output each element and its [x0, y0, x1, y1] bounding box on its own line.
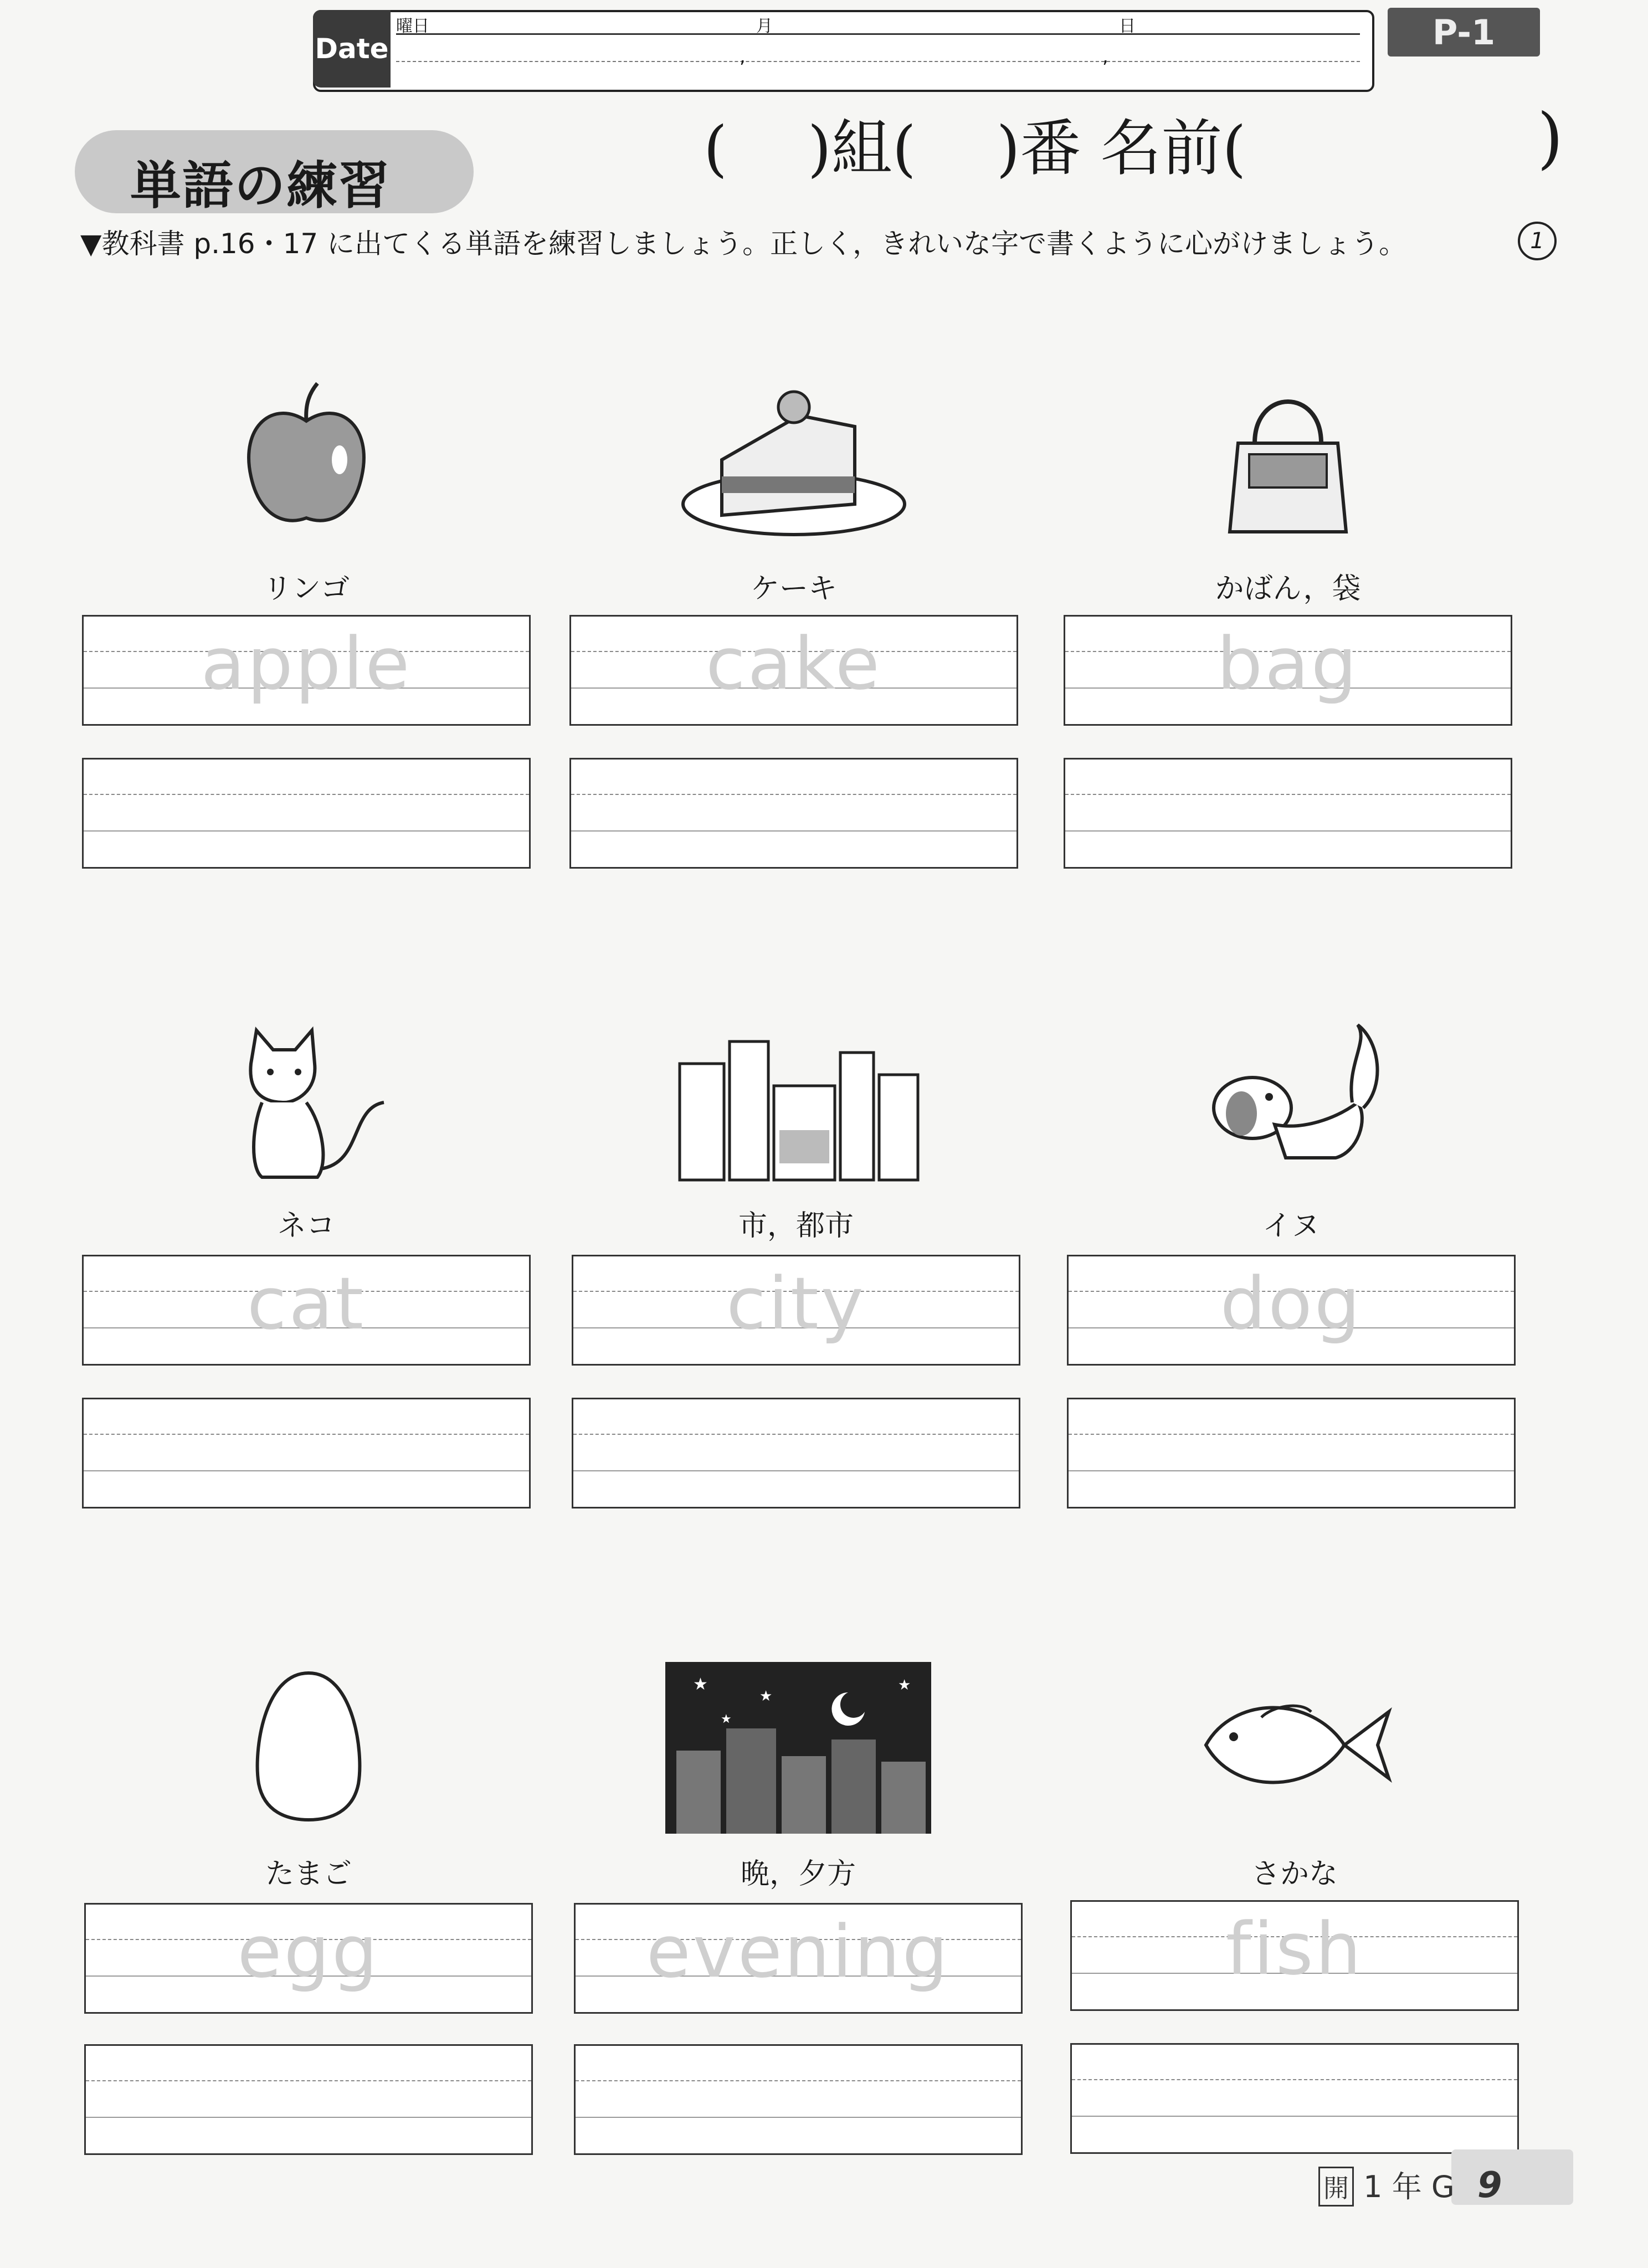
writing-box-evening[interactable]: [574, 2044, 1023, 2155]
circled-number: 1: [1518, 222, 1557, 260]
city-icon: [572, 1019, 1020, 1202]
date-label: Date: [313, 10, 391, 88]
writing-box-dog[interactable]: [1067, 1398, 1516, 1508]
writing-box-egg[interactable]: [84, 2044, 533, 2155]
trace-word-bag: bag: [1216, 622, 1359, 706]
trace-box-dog[interactable]: [1067, 1255, 1516, 1366]
trace-box-apple[interactable]: [82, 615, 531, 726]
egg-icon: [84, 1662, 533, 1845]
footer: [1318, 2163, 1502, 2207]
name-close: ): [1537, 100, 1563, 177]
trace-word-dog: dog: [1220, 1261, 1363, 1346]
trace-word-city: city: [726, 1261, 866, 1346]
writing-box-apple[interactable]: [82, 758, 531, 869]
writing-box-cat[interactable]: [82, 1398, 531, 1508]
trace-box-bag[interactable]: [1064, 615, 1512, 726]
trace-word-apple: apple: [201, 622, 412, 706]
trace-word-cat: cat: [247, 1261, 366, 1346]
trace-box-cake[interactable]: [569, 615, 1018, 726]
date-comma-1: ,: [740, 45, 746, 68]
evening-icon: [574, 1662, 1023, 1845]
name-line: ( )組( )番 名前(: [704, 113, 1246, 184]
trace-word-fish: fish: [1225, 1907, 1363, 1991]
writing-box-cake[interactable]: [569, 758, 1018, 869]
svg-text:★: ★: [721, 1712, 732, 1726]
month-label: 月: [756, 17, 773, 36]
page-title: 単語の練習: [130, 156, 391, 215]
word-jp-cake: ケーキ: [750, 572, 837, 606]
svg-text:★: ★: [898, 1677, 911, 1694]
word-jp-evening: 晩，夕方: [740, 1857, 856, 1891]
trace-word-egg: egg: [237, 1910, 380, 1994]
word-jp-cat: ネコ: [277, 1209, 335, 1243]
word-jp-bag: かばん，袋: [1215, 572, 1361, 606]
date-comma-2: ,: [1102, 45, 1108, 68]
cake-icon: [569, 377, 1018, 560]
footer-grade: 1 年 G: [1363, 2169, 1455, 2204]
date-line-mid: [396, 61, 1360, 62]
trace-box-egg[interactable]: [84, 1903, 533, 2014]
bag-icon: [1064, 377, 1512, 560]
svg-text:★: ★: [759, 1688, 773, 1705]
page-code-badge: P-1: [1388, 8, 1540, 57]
writing-box-bag[interactable]: [1064, 758, 1512, 869]
trace-word-cake: cake: [706, 622, 882, 706]
word-jp-dog: イヌ: [1262, 1209, 1320, 1243]
word-jp-city: 市，都市: [738, 1209, 854, 1243]
page-number: 9: [1477, 2165, 1502, 2206]
dog-icon: [1067, 1019, 1516, 1202]
trace-word-evening: evening: [646, 1910, 951, 1994]
date-line-top: [396, 33, 1360, 35]
writing-box-fish[interactable]: [1070, 2043, 1519, 2154]
trace-box-cat[interactable]: [82, 1255, 531, 1366]
word-jp-fish: さかな: [1251, 1857, 1338, 1891]
instruction-text: ▼教科書 p.16・17 に出てくる単語を練習しましょう。正しく，きれいな字で書くように心がけましょう。: [80, 228, 1407, 260]
word-jp-apple: リンゴ: [263, 572, 350, 606]
day-label: 日: [1119, 17, 1136, 36]
trace-box-evening[interactable]: [574, 1903, 1023, 2014]
fish-icon: [1070, 1662, 1519, 1845]
date-bar: [313, 10, 1374, 92]
weekday-label: 曜日: [396, 17, 429, 36]
cat-icon: [82, 1019, 531, 1202]
svg-text:★: ★: [693, 1675, 708, 1694]
apple-icon: [82, 377, 531, 560]
trace-box-city[interactable]: [572, 1255, 1020, 1366]
writing-box-city[interactable]: [572, 1398, 1020, 1508]
trace-box-fish[interactable]: [1070, 1900, 1519, 2011]
footer-kai: 開: [1318, 2167, 1354, 2207]
word-jp-egg: たまご: [265, 1857, 352, 1891]
